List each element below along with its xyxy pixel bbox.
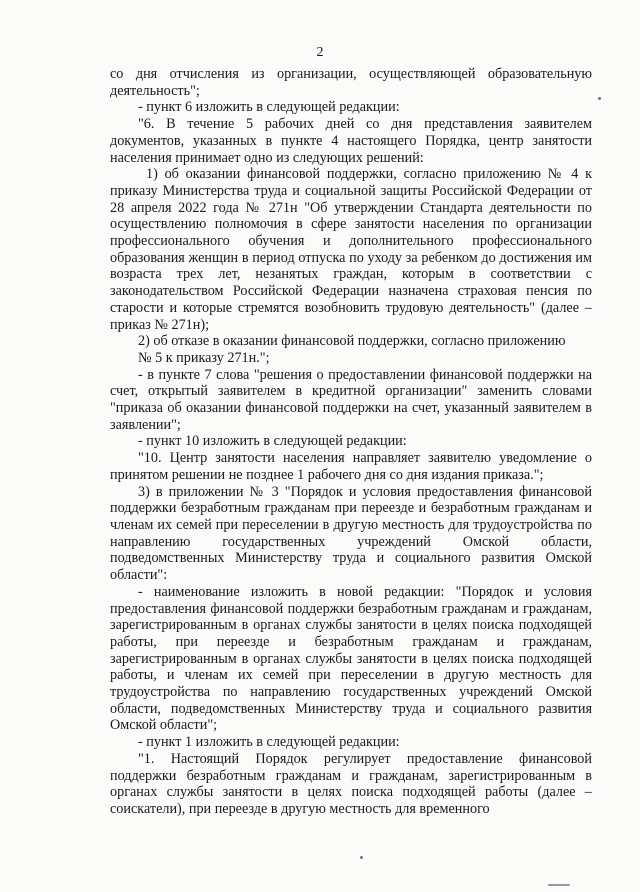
document-body xyxy=(110,66,592,818)
paragraph-item-6-text: "6. В течение 5 рабочих дней со дня представления заявителем документов, указанных в пункте 4 настоящего Порядка, центр занятости населения принимает одно из следующих решений: xyxy=(110,116,592,166)
paragraph-amend-item-6: - пункт 6 изложить в следующей редакции: xyxy=(138,99,400,116)
paragraph-item-10-text: "10. Центр занятости населения направляет заявителю уведомление о принятом решении не позднее 1 рабочего дня со дня издания приказа."; xyxy=(110,450,592,483)
paragraph-amend-item-1: - пункт 1 изложить в следующей редакции: xyxy=(138,734,400,751)
paragraph-decision-1: 1) об оказании финансовой поддержки, согласно приложению № 4 к приказу Министерства труда и социальной защиты Российской Федерации от 28 апреля 2022 года № 271н "Об утверждении Стандарта деятельности по осуществлению полномочия в сфере занятости населения по организации профессионального обучения и дополнительного профессионального образования женщин в период отпуска по уходу за ребенком до достижения им возраста трех лет, незанятых граждан, которым в соответствии с законодательством Российской Федерации назначена страховая пенсия по старости и которые стремятся возобновить трудовую деятельность" (далее – приказ № 271н); xyxy=(110,166,592,333)
paragraph-appendix-3: 3) в приложении № 3 "Порядок и условия предоставления финансовой поддержки безработным гражданам при переезде и безработным гражданам и членам их семей при переселении в другую местность для трудоустройства по направлению государственных учреждений Омской области, подведомственных Министерству труда и социального развития Омской области": xyxy=(110,483,592,584)
paragraph-decision-2: 2) об отказе в оказании финансовой поддержки, согласно приложению xyxy=(138,333,566,350)
scan-speck xyxy=(598,97,601,100)
paragraph-amend-item-10: - пункт 10 изложить в следующей редакции: xyxy=(138,433,407,450)
paragraph-continuation: со дня отчисления из организации, осуществляющей образовательную деятельность"; xyxy=(110,66,592,99)
paragraph-new-title: - наименование изложить в новой редакции: "Порядок и условия предоставления финансовой поддержки безработным гражданам и гражданам, зарегистрированным в органах службы занятости в целях поиска подходящей работы, при переезде и безработным гражданам и гражданам, зарегистрированным в органах службы занятости в целях поиска подходящей работы, и членам их семей при переселении в другую местность для трудоустройства по направлению государственных учреждений Омской области, подведомственных Министерству труда и социального развития Омской области"; xyxy=(110,583,592,734)
paragraph-item-1-text: "1. Настоящий Порядок регулирует предоставление финансовой поддержки безработным гражданам и гражданам, зарегистрированным в органах службы занятости в целях поиска подходящей работы (далее – соискатели), при переезде в другую местность для временного xyxy=(110,750,592,817)
scan-speck xyxy=(360,856,363,859)
page-number: 2 xyxy=(316,45,324,60)
paragraph-amend-item-7: - в пункте 7 слова "решения о предоставлении финансовой поддержки на счет, открытый заявителем в кредитной организации" заменить словами "приказа об оказании финансовой поддержки на счет, указанный заявителем в заявлении"; xyxy=(110,366,592,433)
paragraph-decision-2-cont: № 5 к приказу 271н."; xyxy=(138,349,270,366)
scan-speck xyxy=(548,884,570,886)
